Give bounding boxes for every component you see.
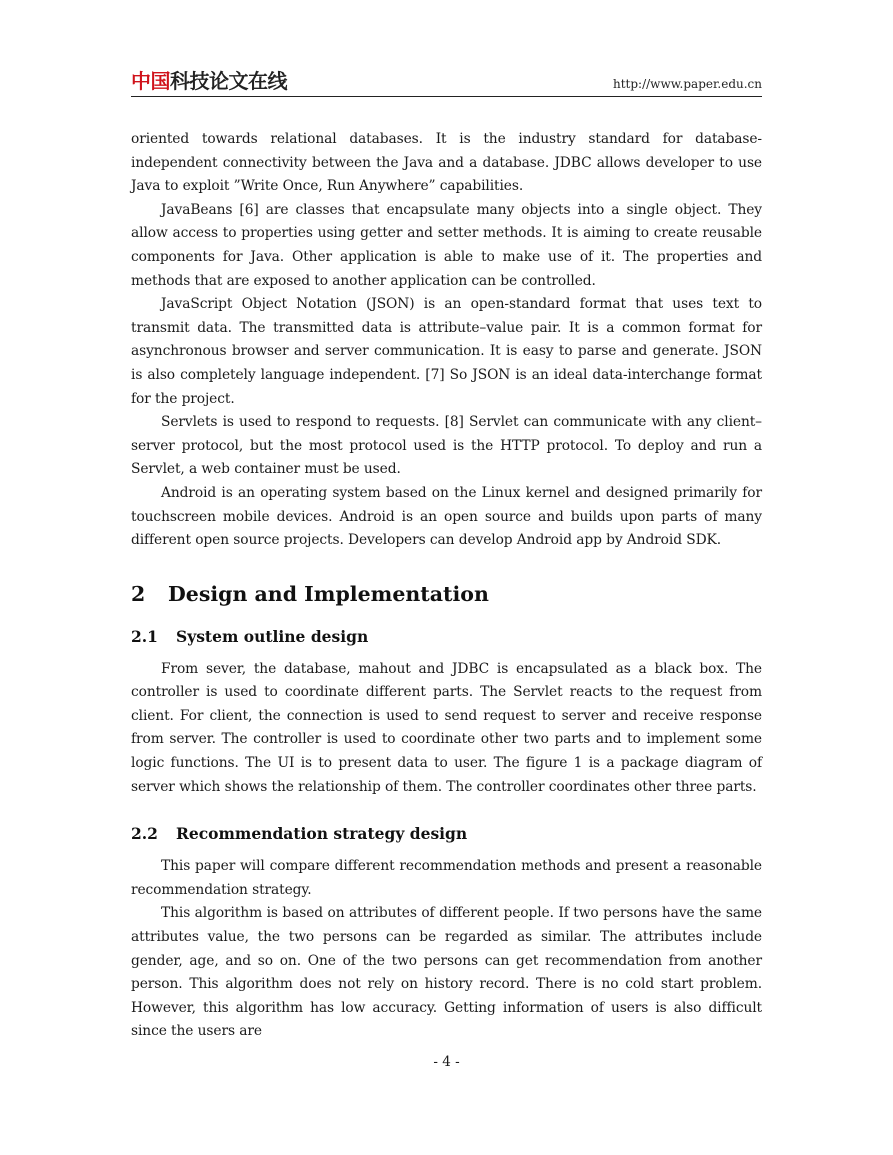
logo-red-text: 中国 [131, 69, 170, 93]
paragraph-android: Android is an operating system based on the Linux kernel and designed primarily for touchscreen mobile devices. Android is an open source and builds upon parts of many different open source projects. Developers can develop Android app by Android SDK. [131, 484, 762, 549]
subsection-title: Recommendation strategy design [176, 824, 468, 844]
paragraph-json: JavaScript Object Notation (JSON) is an open-standard format that uses text to transmit data. The transmitted data is attribute–value pair. It is a common format for asynchronous browser and server communication. It is easy to parse and generate. JSON is also completely language independent. [7] So JSON is an ideal data-interchange format for the project. [131, 296, 762, 407]
section-number: 2 [131, 581, 146, 606]
subsection-number: 2.1 [131, 626, 158, 646]
section-heading [131, 580, 762, 608]
paragraph-recommendation-intro: This paper will compare different recommendation methods and present a reasonable recommendation strategy. [131, 858, 762, 898]
page-number: - 4 - [433, 1054, 460, 1070]
paragraph-javabeans: JavaBeans [6] are classes that encapsulate many objects into a single object. They allow access to properties using getter and setter methods. It is aiming to create reusable components for Java. Other application is able to make use of it. The properties and methods that are exposed to another application can be controlled. [131, 201, 762, 289]
header-url: http://www.paper.edu.cn [612, 77, 762, 91]
subsection-number: 2.2 [131, 824, 158, 844]
journal-logo [131, 68, 287, 94]
subsection-heading-system-outline [131, 625, 762, 649]
paragraph-jdbc-continued: oriented towards relational databases. It is the industry standard for database-independent connectivity between the Java and a database. JDBC allows developer to use Java to exploit ”Write Once, Run Anywhere” capabilities. [131, 131, 762, 195]
paragraph-system-outline: From sever, the database, mahout and JDBC is encapsulated as a black box. The controller is used to coordinate different parts. The Servlet reacts to the request from client. For client, the connection is used to send request to server and receive response from server. The controller is used to coordinate other two parts and to implement some logic functions. The UI is to present data to user. The figure 1 is a package diagram of server which shows the relationship of them. The controller coordinates other three parts. [131, 660, 762, 795]
paragraph-servlets: Servlets is used to respond to requests. [8] Servlet can communicate with any client–server protocol, but the most protocol used is the HTTP protocol. To deploy and run a Servlet, a web container must be used. [131, 414, 762, 478]
logo-dark-text: 科技论文在线 [170, 69, 287, 93]
page-header [131, 68, 762, 97]
subsection-title: System outline design [176, 626, 369, 646]
subsection-heading-recommendation [131, 822, 762, 846]
paper-body [131, 128, 762, 1044]
section-title: Design and Implementation [168, 581, 489, 606]
paragraph-attribute-algorithm: This algorithm is based on attributes of different people. If two persons have the same attributes value, the two persons can be regarded as similar. The attributes include gender, age, and so on. One of the two persons can get recommendation from another person. This algorithm does not rely on history record. There is no cold start problem. However, this algorithm has low accuracy. Getting information of users is also difficult since the users are [131, 905, 762, 1040]
